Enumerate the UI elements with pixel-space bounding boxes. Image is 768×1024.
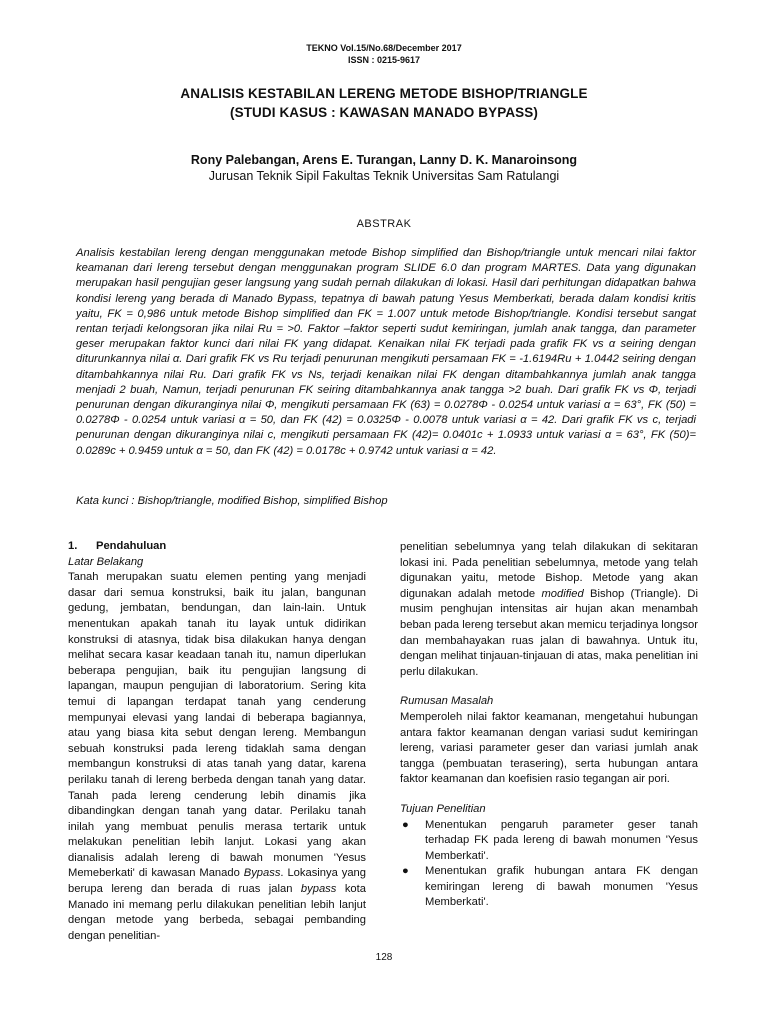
paragraph-text: . Lokasinya yang berupa lereng dan berada di ruas jalan xyxy=(68,867,366,896)
list-item xyxy=(400,818,698,865)
keywords: Kata kunci : Bishop/triangle, modified Bishop, simplified Bishop xyxy=(76,495,388,507)
journal-volume-line: TEKNO Vol.15/No.68/December 2017 xyxy=(306,43,462,53)
section-number: 1. xyxy=(68,540,78,552)
objectives-list xyxy=(400,818,698,912)
subheading-latar-belakang: Latar Belakang xyxy=(68,555,144,568)
paragraph-continued xyxy=(400,540,698,680)
paper-title xyxy=(0,84,768,122)
abstract-heading: ABSTRAK xyxy=(356,218,412,230)
paper-title-line-2: (STUDI KASUS : KAWASAN MANADO BYPASS) xyxy=(230,105,538,120)
paragraph-text: Tanah merupakan suatu elemen penting yang menjadi dasar dari semua konstruksi, baik itu jalan, bangunan gedung, jembatan, bendungan, dan lain-lain. Untuk menentukan apakah tanah itu layak untuk didirikan konstruksi di atasnya, tidak bisa dilakukan hanya dengan melihat secara kasar keadaan tanah itu, namun diperlukan beberapa pengujian, baik itu pengujian langsung di lapangan, maupun pengujian di laboratorium. Sering kita temui di lapangan terdapat tanah yang cenderung mempunyai elevasi yang landai di beberapa bagiannya, atau yang biasa kita sebut dengan lereng. Membangun sebuah konstruksi pada lereng tidaklah sama dengan membangun konstruksi di atas tanah yang datar, karena perilaku tanah di lereng berbeda dengan tanah yang datar. Tanah pada lereng cenderung lebih dinamis jika dibandingkan dengan tanah yang datar. Perilaku tanah inilah yang membuat penulis merasa tertarik untuk melakukan penelitian lebih lanjut. Lokasi yang akan dianalisis adalah lereng di bawah monumen 'Yesus Memeberkati' di kawasan Manado xyxy=(68,571,366,880)
list-item-text: Menentukan grafik hubungan antara FK dengan kemiringan lereng di bawah monumen 'Yesus Memberkati'. xyxy=(425,865,698,909)
section-heading xyxy=(68,539,366,555)
section-title: Pendahuluan xyxy=(96,540,167,552)
right-column xyxy=(400,540,698,911)
list-item-text: Menentukan pengaruh parameter geser tanah terhadap FK pada lereng di bawah monumen 'Yesus Memberkati'. xyxy=(425,818,698,862)
issn-line: ISSN : 0215-9617 xyxy=(347,55,421,65)
subheading-rumusan-masalah: Rumusan Masalah xyxy=(400,695,494,708)
italic-term: Bypass xyxy=(243,867,281,880)
italic-term: bypass xyxy=(300,883,337,896)
spacer xyxy=(400,788,698,802)
paragraph-rumusan-masalah: Memperoleh nilai faktor keamanan, mengetahui hubungan antara faktor keamanan dengan variasi sudut kemiringan lereng, variasi parameter geser dan variasi jumlah anak tangga (pembuatan terasering), serta hubungan antara faktor keamanan dan koefisien rasio tegangan air pori. xyxy=(400,710,698,786)
left-column xyxy=(68,539,366,944)
paragraph-text: penelitian sebelumnya yang telah dilakukan di sekitaran lokasi ini. Pada penelitian sebelumnya, metode yang telah digunakan yaitu, metode Bishop. Metode yang akan digunakan adalah metode xyxy=(400,541,698,600)
journal-header xyxy=(0,42,768,66)
bullet-icon: ● xyxy=(402,865,409,878)
list-item xyxy=(400,864,698,911)
bullet-icon: ● xyxy=(402,818,409,831)
paragraph-text: kota Manado ini memang perlu dilakukan penelitian lebih lanjut dengan metode yang berbeda, sebagai pembanding dengan penelitian- xyxy=(68,883,366,942)
paper-title-line-1: ANALISIS KESTABILAN LERENG METODE BISHOP/TRIANGLE xyxy=(180,86,588,101)
affiliation: Jurusan Teknik Sipil Fakultas Teknik Universitas Sam Ratulangi xyxy=(208,169,560,183)
paragraph-latar-belakang xyxy=(68,570,366,944)
page-number: 128 xyxy=(375,952,393,963)
italic-term: modified xyxy=(541,587,584,600)
paragraph-text: Bishop (Triangle). Di musim penghujan intensitas air hujan akan menambah beban pada lereng tersebut akan memicu terjadinya longsor dan membahayakan ruas jalan di bawahnya. Untuk itu, dengan melihat tinjauan-tinjauan di atas, maka penelitian ini perlu dilakukan. xyxy=(400,587,698,678)
subheading-tujuan-penelitian: Tujuan Penelitian xyxy=(400,802,486,815)
abstract-text: Analisis kestabilan lereng dengan menggunakan metode Bishop simplified dan Bishop/triangle untuk mencari nilai faktor keamanan dari lereng tersebut dengan menggunakan program SLIDE 6.0 dan program MARTES. Data yang digunakan merupakan hasil pengujian geser langsung yang sudah pernah dilakukan di lokasi. Hasil dari perhitungan didapatkan bahwa kondisi lereng yang berada di Manado Bypass, tepatnya di bawah patung Yesus Memberkati, berada dalam kondisi kritis yaitu, FK = 0,986 untuk metode Bishop simplified dan FK = 1.007 untuk metode Bishop/triangle. Kondisi tersebut sangat rentan terjadi kelongsoran jika nilai Ru = >0. Faktor –faktor seperti sudut kemiringan, jumlah anak tangga, dan parameter geser merupakan faktor kunci dari nilai FK yang didapat. Kenaikan nilai FK terjadi pada grafik FK vs α seiring dengan diturunkannya nilai α. Dari grafik FK vs Ru terjadi penurunan mengikuti persamaan FK = -1.6194Ru + 1.0442 seiring dengan ditambahkannya nilai Ru. Dari grafik FK vs Ns, terjadi kenaikan nilai FK dengan ditambahkannya jumlah anak tangga menjadi 2 buah, Namun, terjadi penurunan FK seiring ditambahkannya anak tangga >2 buah. Dari grafik FK vs Φ, terjadi penurunan dengan dikuranginya nilai Φ, mengikuti persamaan FK (63) = 0.0278Φ - 0.0254 untuk variasi α = 63°, FK (50) = 0.0278Φ - 0.0254 untuk variasi α = 50, dan FK (42) = 0.0325Φ - 0.0078 untuk variasi α = 42. Dari grafik FK vs c, terjadi penurunan dengan dikuranginya nilai c, mengikuti persamaan FK (42)= 0.0401c + 1.0933 untuk variasi α = 63°, FK (50)= 0.0289c + 0.9459 untuk α = 50, dan FK (42) = 0.0178c + 0.9742 untuk variasi α = 42. xyxy=(76,247,696,457)
spacer xyxy=(400,680,698,694)
authors: Rony Palebangan, Arens E. Turangan, Lanny D. K. Manaroinsong xyxy=(190,153,578,167)
